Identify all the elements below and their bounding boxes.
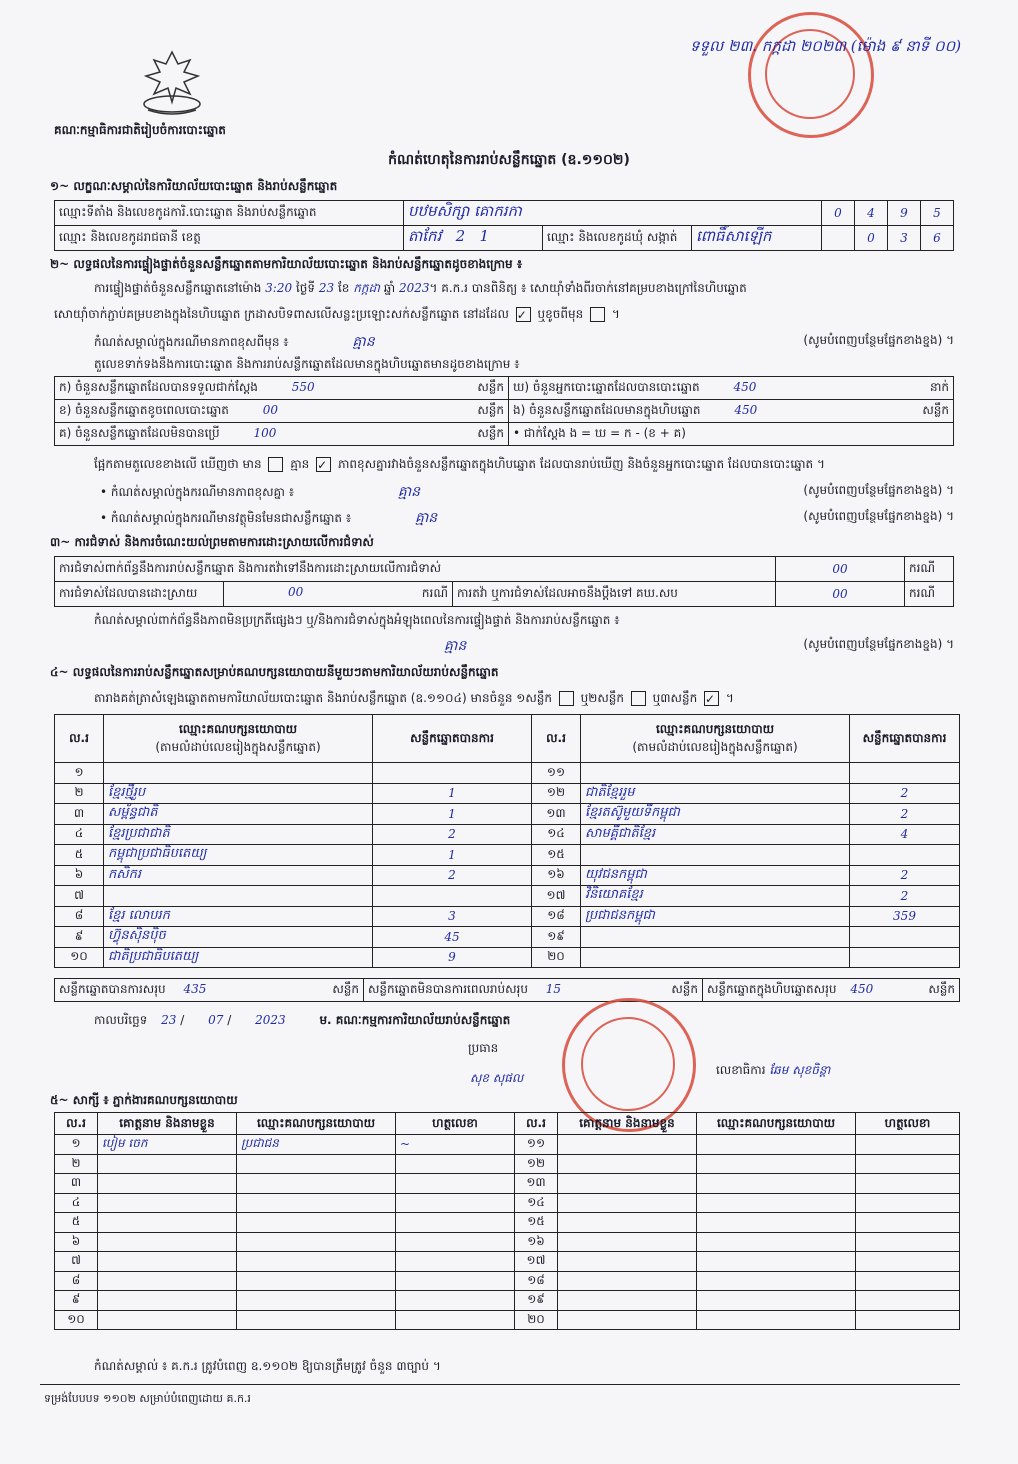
- witness-sign: [396, 1193, 515, 1213]
- checkbox-checked: ✓: [316, 457, 331, 472]
- section2-list-intro: តួលេខទាក់ទងនឹងការបោះឆ្នោត និងការរាប់សន្លឹកឆ្នោតដែលមានក្នុងហិបឆ្នោតមានដូចខាងក្រោម ៖: [94, 357, 520, 371]
- section2-bullet1: • កំណត់សម្គាល់ក្នុងករណីមានភាពខុសគ្នា ៖ គ្មាន (សូមបំពេញបន្ថែមផ្នែកខាងខ្នង) ។: [100, 483, 954, 500]
- party-name: យុវជនកម្ពុជា: [581, 865, 850, 886]
- witness-sign: [396, 1174, 515, 1194]
- witness-party: [697, 1135, 856, 1155]
- col-party: ឈ្មោះគណបក្សនយោបាយ (តាមលំដាប់លេខរៀងក្នុងសន្លឹកឆ្នោត): [581, 715, 850, 763]
- witness-name: [98, 1291, 237, 1311]
- witness-sign: [856, 1232, 960, 1252]
- witness-party: [697, 1291, 856, 1311]
- party-votes: [850, 927, 960, 948]
- station-value: បឋមសិក្សា គោករកា: [404, 201, 822, 226]
- table-row: [55, 1271, 960, 1291]
- count-row: ឃ) ចំនួនអ្នកបោះឆ្នោតដែលបានបោះឆ្នោត 450 នាក់: [509, 377, 954, 400]
- witness-no: ១៧: [515, 1252, 558, 1272]
- witness-name: [558, 1271, 697, 1291]
- witness-sign: [396, 1232, 515, 1252]
- section3-title: ៣~ ការជំទាស់ និងការចំណេះយល់ព្រមតាមការដោះស្រាយលើការជំទាស់: [50, 535, 374, 549]
- witness-party: [237, 1252, 396, 1272]
- received-note: ទទួល ២៣. កក្កដា ២០២៣ (ម៉ោង ៩ នាទី ០០): [690, 37, 962, 55]
- witness-no: ៤: [55, 1193, 98, 1213]
- party-no: ១១: [532, 763, 581, 784]
- footer-text: ទម្រង់បែបបទ ១១០២ សម្រាប់បំពេញដោយ គ.ក.រ: [44, 1392, 251, 1405]
- party-votes: 2: [850, 886, 960, 907]
- party-name: ជាតិខ្មែររួម: [581, 783, 850, 804]
- witness-party: [697, 1154, 856, 1174]
- table-row: [55, 1174, 960, 1194]
- col-no: ល.រ: [55, 1113, 98, 1135]
- party-no: ១៦: [532, 865, 581, 886]
- witness-party: [697, 1252, 856, 1272]
- witness-name: [98, 1310, 237, 1330]
- secretary-line: លេខាធិការ ឆែម សុខចិន្តា: [716, 1063, 831, 1077]
- party-votes: 45: [373, 927, 532, 948]
- footer-divider: [40, 1384, 960, 1385]
- party-name: [581, 947, 850, 968]
- table-row: [55, 1252, 960, 1272]
- party-no: ៧: [55, 886, 104, 907]
- witness-no: ១៣: [515, 1174, 558, 1194]
- party-name: វិនិយោគខ្មែរ: [581, 886, 850, 907]
- witness-name: [98, 1154, 237, 1174]
- party-no: ១៤: [532, 824, 581, 845]
- objection-unit: ករណី: [905, 557, 954, 582]
- party-no: ១៨: [532, 906, 581, 927]
- objection-label: ការជំទាស់ពាក់ព័ន្ធនឹងការរាប់សន្លឹកឆ្នោត និងការតវ៉ាទៅនឹងការដោះស្រាយលើការជំទាស់: [55, 557, 776, 582]
- party-votes: 2: [850, 783, 960, 804]
- party-votes: 359: [850, 906, 960, 927]
- witness-sign: [856, 1271, 960, 1291]
- section5-title: ៥~ សាក្សី ៖ ភ្នាក់ងារគណបក្សនយោបាយ: [50, 1093, 238, 1107]
- witness-name: [98, 1252, 237, 1272]
- table-row: [55, 763, 960, 784]
- section2-counts-table: [54, 376, 954, 446]
- party-name: សាមគ្គីជាតិខ្មែរ: [581, 824, 850, 845]
- section4-intro: តារាងគត់ត្រាសំឡេងឆ្នោតតាមការិយាល័យបោះឆ្នោត និងរាប់សន្លឹកឆ្នោត (ឧ.១១០៤) មានចំនួន ១សន្លឹក ឬ២សន្លឹក ឬ៣សន្លឹក ✓ ។: [94, 691, 734, 706]
- witness-name: [98, 1271, 237, 1291]
- party-name: ខ្មែរថ្មីរួប: [104, 783, 373, 804]
- resolved-label: ការជំទាស់ដែលបានដោះស្រាយ: [55, 582, 224, 607]
- appeal-value: 00: [776, 582, 905, 607]
- party-name: [581, 927, 850, 948]
- witness-sign: [396, 1291, 515, 1311]
- witness-no: ១៩: [515, 1291, 558, 1311]
- witness-no: ៨: [55, 1271, 98, 1291]
- witness-no: ៥: [55, 1213, 98, 1233]
- witness-sign: [396, 1252, 515, 1272]
- witness-name: [558, 1232, 697, 1252]
- section3-table: [54, 556, 954, 607]
- party-no: ៨: [55, 906, 104, 927]
- party-name: ជាតិប្រជាធិបតេយ្យ: [104, 947, 373, 968]
- station-label: ឈ្មោះទីតាំង និងលេខកូដការិ.បោះឆ្នោត និងរាប់សន្លឹកឆ្នោត: [55, 201, 404, 226]
- footnote: កំណត់សម្គាល់ ៖ គ.ក.រ ត្រូវបំពេញ ឧ.១១០២ ឱ្យបានត្រឹមត្រូវ ចំនួន ៣ច្បាប់ ។: [94, 1359, 441, 1373]
- results-table: [54, 714, 960, 968]
- col-party: ឈ្មោះគណបក្សនយោបាយ: [697, 1113, 856, 1135]
- section2-note: កំណត់សម្គាល់ក្នុងករណីមានភាពខុសពីមុន ៖ គ្មាន (សូមបំពេញបន្ថែមផ្នែកខាងខ្នង) ។: [94, 333, 954, 350]
- witness-no: ១៦: [515, 1232, 558, 1252]
- checkbox-empty: [631, 691, 646, 706]
- chair-signature: សុខ សុផល: [470, 1071, 524, 1085]
- witness-party: [237, 1193, 396, 1213]
- resolved-value: 00 ករណី: [224, 582, 453, 607]
- witness-name: [558, 1310, 697, 1330]
- witness-no: ១៤: [515, 1193, 558, 1213]
- section2-bullet2: • កំណត់សម្គាល់ក្នុងករណីមានវត្ថុមិនមែនជាសន្លឹកឆ្នោត ៖ គ្មាន (សូមបំពេញបន្ថែមផ្នែកខាងខ្នង) ។: [100, 509, 954, 526]
- col-name: គោត្តនាម និងនាមខ្លួន: [558, 1113, 697, 1135]
- col-sign: ហត្ថលេខា: [396, 1113, 515, 1135]
- party-votes: 2: [850, 865, 960, 886]
- party-no: ១៧: [532, 886, 581, 907]
- witness-name: [558, 1154, 697, 1174]
- party-name: [581, 763, 850, 784]
- station-code-digit: 4: [855, 201, 888, 226]
- party-name: កសិករ: [104, 865, 373, 886]
- count-row: ខ) ចំនួនសន្លឹកឆ្នោតខូចពេលបោះឆ្នោត 00 សន្លឹក: [55, 400, 509, 423]
- party-no: ៤: [55, 824, 104, 845]
- party-no: ៦: [55, 865, 104, 886]
- witness-party: [237, 1232, 396, 1252]
- section3-note: កំណត់សម្គាល់ពាក់ព័ន្ធនឹងភាពមិនប្រក្រតីផ្សេងៗ ឬ/និងការជំទាស់ក្នុងអំឡុងពេលនៃការផ្ទៀងផ្ទាត់ និងការរាប់សន្លឹកឆ្នោត ៖: [94, 613, 620, 627]
- witness-party: [237, 1174, 396, 1194]
- col-no: ល.រ: [55, 715, 104, 763]
- section3-note-line: គ្មាន (សូមបំពេញបន្ថែមផ្នែកខាងខ្នង) ។: [444, 637, 954, 654]
- date-line: កាលបរិច្ឆេទ 23 / 07 / 2023 ម. គណៈកម្មការការិយាល័យរាប់សន្លឹកឆ្នោត: [94, 1013, 511, 1027]
- table-row: [55, 906, 960, 927]
- witness-sign: [856, 1135, 960, 1155]
- witness-sign: ~: [396, 1135, 515, 1155]
- party-votes: 2: [373, 824, 532, 845]
- witness-no: ១០: [55, 1310, 98, 1330]
- table-row: [55, 947, 960, 968]
- province-label: ឈ្មោះ និងលេខកូដរាជធានី ខេត្ត: [55, 226, 404, 251]
- section2-title: ២~ លទ្ធផលនៃការផ្ទៀងផ្ទាត់ចំនួនសន្លឹកឆ្នោតតាមការិយាល័យបោះឆ្នោត និងរាប់សន្លឹកឆ្នោតដូចខាងក្រោម ៖: [50, 257, 523, 271]
- party-name: ខ្មែរតស៊ូមួយទីកម្ពុជា: [581, 804, 850, 825]
- witness-sign: [396, 1310, 515, 1330]
- checkbox-checked: ✓: [704, 691, 719, 706]
- party-votes: [373, 886, 532, 907]
- table-row: [55, 1135, 960, 1155]
- section2-para1: ការផ្ទៀងផ្ទាត់ចំនួនសន្លឹកឆ្នោតនៅម៉ោង 3:20 ថ្ងៃទី 23 ខែ កក្កដា ឆ្នាំ 2023។ គ.ក.រ បានពិនិត្យ ៖ សោយ៉ាំទាំងពីរចាក់នៅគម្របខាងក្រៅនៃហិបឆ្នោត: [94, 281, 747, 295]
- party-no: ១៥: [532, 845, 581, 866]
- appeal-unit: ករណី: [905, 582, 954, 607]
- count-row: គ) ចំនួនសន្លឹកឆ្នោតដែលមិនបានប្រើ 100 សន្លឹក: [55, 423, 509, 446]
- commune-value: ពោធិ៍សាឡើក: [692, 226, 822, 251]
- commune-code-digit: 0: [855, 226, 888, 251]
- party-name: ហ៊្វុនស៊ិនប៉ិច: [104, 927, 373, 948]
- party-name: ខ្មែរប្រជាជាតិ: [104, 824, 373, 845]
- table-row: [55, 1232, 960, 1252]
- party-votes: [850, 845, 960, 866]
- witness-name: [558, 1291, 697, 1311]
- witness-no: ៦: [55, 1232, 98, 1252]
- chair-label: ប្រធាន: [468, 1041, 499, 1055]
- witness-no: ២: [55, 1154, 98, 1174]
- witness-name: បៀម ចេក: [98, 1135, 237, 1155]
- witness-party: [237, 1271, 396, 1291]
- party-votes: 1: [373, 804, 532, 825]
- table-row: [55, 783, 960, 804]
- commune-code-digit: 6: [921, 226, 954, 251]
- party-no: ១០: [55, 947, 104, 968]
- party-votes: [373, 763, 532, 784]
- station-code-digit: 0: [822, 201, 855, 226]
- party-votes: 2: [373, 865, 532, 886]
- witness-party: [697, 1271, 856, 1291]
- party-votes: 2: [850, 804, 960, 825]
- party-votes: 3: [373, 906, 532, 927]
- witness-no: ៩: [55, 1291, 98, 1311]
- witness-no: ១២: [515, 1154, 558, 1174]
- witness-party: [237, 1310, 396, 1330]
- witness-table: [54, 1112, 960, 1330]
- party-votes: [850, 763, 960, 784]
- table-row: [55, 845, 960, 866]
- party-no: ៥: [55, 845, 104, 866]
- table-row: [55, 1310, 960, 1330]
- party-name: កម្ពុជាប្រជាធិបតេយ្យ: [104, 845, 373, 866]
- formula-row: • ជាក់ស្តែង ង = ឃ = ក - (ខ + គ): [509, 423, 954, 446]
- witness-no: ៣: [55, 1174, 98, 1194]
- witness-name: [98, 1232, 237, 1252]
- witness-name: [98, 1174, 237, 1194]
- witness-name: [558, 1252, 697, 1272]
- witness-party: [697, 1232, 856, 1252]
- commune-label: ឈ្មោះ និងលេខកូដឃុំ សង្កាត់: [543, 226, 692, 251]
- witness-party: [697, 1193, 856, 1213]
- witness-sign: [856, 1213, 960, 1233]
- party-votes: [850, 947, 960, 968]
- witness-name: [558, 1193, 697, 1213]
- party-votes: 9: [373, 947, 532, 968]
- party-name: [104, 886, 373, 907]
- witness-no: ១: [55, 1135, 98, 1155]
- witness-sign: [856, 1174, 960, 1194]
- party-no: ១៩: [532, 927, 581, 948]
- witness-party: [697, 1213, 856, 1233]
- count-row: ក) ចំនួនសន្លឹកឆ្នោតដែលបានទទួលជាក់ស្តែង 550 សន្លឹក: [55, 377, 509, 400]
- checkbox-empty: [590, 307, 605, 322]
- checkbox-empty: [268, 457, 283, 472]
- party-name: [581, 845, 850, 866]
- party-name: សម្ព័ន្ធជាតិ: [104, 804, 373, 825]
- party-name: [104, 763, 373, 784]
- witness-sign: [396, 1213, 515, 1233]
- col-no: ល.រ: [532, 715, 581, 763]
- col-votes: សន្លឹកឆ្នោតបានការ: [850, 715, 960, 763]
- witness-name: [98, 1213, 237, 1233]
- witness-no: ៧: [55, 1252, 98, 1272]
- party-no: ១៣: [532, 804, 581, 825]
- checkbox-checked: ✓: [516, 307, 531, 322]
- total-box: សន្លឹកឆ្នោតក្នុងហិបឆ្នោតសរុប 450 សន្លឹក: [703, 979, 960, 1002]
- table-row: [55, 886, 960, 907]
- witness-sign: [856, 1154, 960, 1174]
- witness-party: [237, 1213, 396, 1233]
- witness-party: [237, 1291, 396, 1311]
- section1-title: ១~ លក្ខណៈសម្គាល់នៃការិយាល័យបោះឆ្នោត និងរាប់សន្លឹកឆ្នោត: [50, 179, 338, 193]
- witness-sign: [396, 1154, 515, 1174]
- party-no: ១: [55, 763, 104, 784]
- col-party: ឈ្មោះគណបក្សនយោបាយ (តាមលំដាប់លេខរៀងក្នុងសន្លឹកឆ្នោត): [104, 715, 373, 763]
- table-row: [55, 1213, 960, 1233]
- station-code-digit: 9: [888, 201, 921, 226]
- witness-no: ១៨: [515, 1271, 558, 1291]
- witness-name: [558, 1213, 697, 1233]
- table-row: [55, 865, 960, 886]
- party-votes: 1: [373, 783, 532, 804]
- table-row: [55, 804, 960, 825]
- witness-sign: [856, 1252, 960, 1272]
- section1-table: [54, 200, 954, 251]
- col-no: ល.រ: [515, 1113, 558, 1135]
- party-no: ៣: [55, 804, 104, 825]
- table-row: [55, 1154, 960, 1174]
- witness-no: ១៥: [515, 1213, 558, 1233]
- witness-no: ១១: [515, 1135, 558, 1155]
- party-no: ១២: [532, 783, 581, 804]
- party-name: ប្រជាជនកម្ពុជា: [581, 906, 850, 927]
- station-code-digit: 5: [921, 201, 954, 226]
- table-row: [55, 927, 960, 948]
- witness-party: ប្រជាជន: [237, 1135, 396, 1155]
- appeal-label: ការតវ៉ា ឬការជំទាស់ដែលអាចនឹងប្តឹងទៅ គឃ.សប: [453, 582, 776, 607]
- witness-sign: [856, 1291, 960, 1311]
- checkbox-empty: [559, 691, 574, 706]
- table-row: [55, 1193, 960, 1213]
- total-valid: សន្លឹកឆ្នោតបានការសរុប 435 សន្លឹក: [55, 979, 364, 1002]
- witness-party: [697, 1310, 856, 1330]
- witness-sign: [396, 1271, 515, 1291]
- org-name: គណៈកម្មាធិការជាតិរៀបចំការបោះឆ្នោត: [54, 123, 226, 137]
- party-no: ២: [55, 783, 104, 804]
- section2-para2: សោយ៉ាំចាក់ភ្ជាប់គម្របខាងក្នុងនៃហិបឆ្នោត ក្រដាសបិទពាសលើសន្លះប្រឡោះសក់សន្លឹកឆ្នោត នៅដដែល ✓ ឬខូចពីមុន ។: [54, 307, 620, 322]
- col-votes: សន្លឹកឆ្នោតបានការ: [373, 715, 532, 763]
- party-name: ខ្មែរ លោបរក: [104, 906, 373, 927]
- witness-no: ២០: [515, 1310, 558, 1330]
- col-party: ឈ្មោះគណបក្សនយោបាយ: [237, 1113, 396, 1135]
- section2-diff: ផ្អែកតាមតួលេខខាងលើ ឃើញថា មាន គ្មាន ✓ ភាពខុសគ្នារវាងចំនួនសន្លឹកឆ្នោតក្នុងហិបឆ្នោត ដែលបានរាប់ឃើញ និងចំនួនអ្នកបោះឆ្នោត ដែលបានបោះឆ្នោត ។: [94, 457, 825, 472]
- table-row: [55, 824, 960, 845]
- witness-party: [697, 1174, 856, 1194]
- province-value: តាកែវ 2 1: [404, 226, 543, 251]
- section4-title: ៤~ លទ្ធផលនៃការរាប់សន្លឹកឆ្នោតសម្រាប់គណបក្សនយោបាយនីមួយៗតាមការិយាល័យរាប់សន្លឹកឆ្នោត: [50, 665, 499, 679]
- witness-name: [98, 1193, 237, 1213]
- col-sign: ហត្ថលេខា: [856, 1113, 960, 1135]
- witness-sign: [856, 1310, 960, 1330]
- results-totals: [54, 978, 960, 1002]
- count-row: ង) ចំនួនសន្លឹកឆ្នោតដែលមានក្នុងហិបឆ្នោត 450 សន្លឹក: [509, 400, 954, 423]
- witness-name: [558, 1135, 697, 1155]
- total-invalid: សន្លឹកឆ្នោតមិនបានការពេលរាប់សរុប 15 សន្លឹក: [364, 979, 703, 1002]
- witness-party: [237, 1154, 396, 1174]
- party-votes: 4: [850, 824, 960, 845]
- objection-value: 00: [776, 557, 905, 582]
- party-votes: 1: [373, 845, 532, 866]
- col-name: គោត្តនាម និងនាមខ្លួន: [98, 1113, 237, 1135]
- emblem-icon: [132, 46, 212, 118]
- form-title: កំណត់ហេតុនៃការរាប់សន្លឹកឆ្នោត (ឧ.១១០២): [388, 152, 630, 168]
- witness-sign: [856, 1193, 960, 1213]
- witness-name: [558, 1174, 697, 1194]
- party-no: ៩: [55, 927, 104, 948]
- party-no: ២០: [532, 947, 581, 968]
- commune-code-digit: 3: [888, 226, 921, 251]
- table-row: [55, 1291, 960, 1311]
